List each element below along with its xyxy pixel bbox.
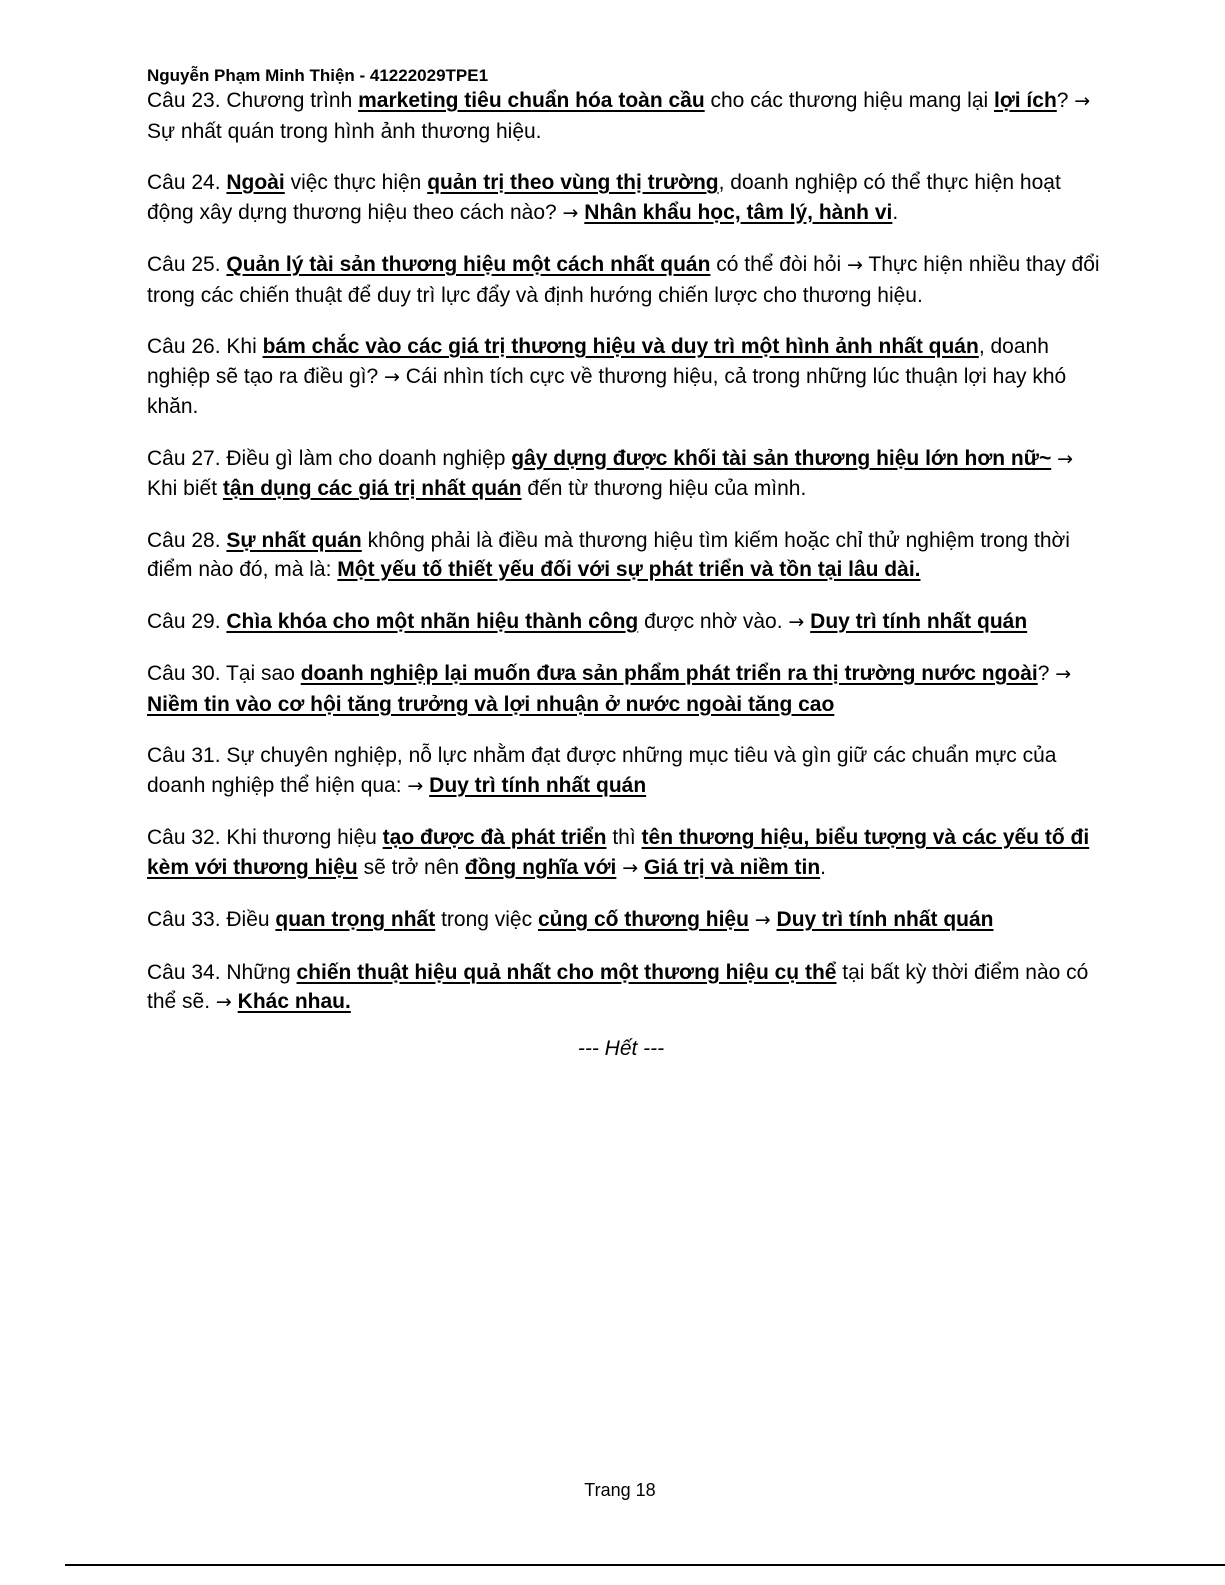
text-segment: ?: [1056, 89, 1075, 112]
text-segment: cho các thương hiệu mang lại: [704, 89, 994, 112]
key-phrase: Giá trị và niềm tin: [643, 855, 821, 879]
text-segment: Câu 27. Điều gì làm cho doanh nghiệp: [147, 446, 512, 470]
question-31: [147, 741, 1107, 801]
page-number: Trang 18: [584, 1480, 656, 1500]
text-segment: Cái nhìn tích cực về thương hiệu, cả trong những lúc thuận lợi hay khó khăn.: [147, 364, 1067, 418]
arrow-icon: →: [622, 856, 639, 879]
key-phrase: Chìa khóa cho một nhãn hiệu thành công: [226, 609, 639, 633]
key-phrase: tận dụng các giá trị nhất quán: [222, 477, 522, 500]
question-24: [147, 168, 1107, 228]
key-phrase: Duy trì tính nhất quán: [429, 773, 647, 797]
arrow-icon: →: [1057, 447, 1073, 470]
key-phrase: quan trọng nhất: [275, 908, 436, 931]
text-segment: trong việc: [435, 908, 538, 931]
key-phrase: gây dựng được khối tài sản thương hiệu lớn hơn nữ~: [511, 446, 1052, 470]
text-segment: Sự nhất quán trong hình ảnh thương hiệu.: [147, 119, 542, 143]
key-phrase: tên thương hiệu, biểu tượng và các yếu tố đi kèm với thương hiệu: [147, 826, 1090, 879]
key-phrase: lợi ích: [994, 89, 1057, 112]
arrow-icon: →: [384, 365, 400, 388]
text-segment: đến từ thương hiệu của mình.: [521, 477, 807, 500]
text-segment: Câu 28.: [147, 528, 227, 552]
key-phrase: Khác nhau.: [237, 990, 351, 1013]
key-phrase: doanh nghiệp lại muốn đưa sản phẩm phát triển ra thị trường nước ngoài: [300, 662, 1038, 685]
text-segment: có thể đòi hỏi: [710, 253, 847, 276]
key-phrase: bám chắc vào các giá trị thương hiệu và duy trì một hình ảnh nhất quán: [262, 335, 979, 358]
bottom-rule: [65, 1564, 1225, 1566]
end-marker: --- Hết ---: [577, 1037, 665, 1060]
text-segment: Câu 25.: [147, 253, 227, 276]
text-segment: Câu 33. Điều: [147, 908, 276, 931]
key-phrase: Nhân khẩu học, tâm lý, hành vi: [584, 200, 893, 224]
text-segment: việc thực hiện: [284, 171, 428, 194]
text-segment: thì: [606, 826, 642, 849]
key-phrase: tạo được đà phát triển: [382, 826, 607, 849]
key-phrase: chiến thuật hiệu quả nhất cho một thương hiệu cụ thể: [296, 960, 837, 984]
question-32: [147, 823, 1107, 883]
question-33: [147, 905, 1107, 936]
key-phrase: Duy trì tính nhất quán: [776, 908, 994, 931]
question-34: [147, 958, 1107, 1018]
key-phrase: quản trị theo vùng thị trường: [427, 171, 719, 194]
text-segment: không phải là điều mà thương hiệu tìm kiếm hoặc chỉ thử nghiệm trong thời điểm nào đó, mà là:: [147, 528, 1070, 581]
key-phrase: đồng nghĩa với: [464, 855, 617, 879]
key-phrase: Sự nhất quán: [226, 528, 362, 552]
question-25: [147, 250, 1107, 310]
key-phrase: Một yếu tố thiết yếu đối với sự phát triển và tồn tại lâu dài.: [337, 558, 921, 581]
text-segment: Thực hiện nhiều thay đổi trong các chiến thuật để duy trì lực đẩy và định hướng chiến lược cho thương hiệu.: [147, 253, 1100, 307]
text-segment: , doanh nghiệp sẽ tạo ra điều gì?: [147, 335, 1049, 388]
text-segment: .: [892, 200, 899, 224]
text-segment: , doanh nghiệp có thể thực hiện hoạt động xây dựng thương hiệu theo cách nào?: [147, 171, 1061, 224]
text-segment: tại bất kỳ thời điểm nào có thể sẽ.: [147, 960, 1089, 1013]
key-phrase: Duy trì tính nhất quán: [810, 609, 1028, 633]
text-segment: Câu 24.: [147, 171, 227, 194]
text-segment: Câu 29.: [147, 609, 227, 633]
arrow-icon: →: [1055, 663, 1072, 685]
text-segment: Câu 34. Những: [147, 960, 297, 984]
text-segment: Khi biết: [147, 477, 223, 500]
arrow-icon: →: [562, 201, 579, 224]
question-27: [147, 444, 1107, 504]
text-segment: .: [820, 855, 827, 879]
arrow-icon: →: [788, 610, 805, 633]
key-phrase: Ngoài: [226, 171, 285, 194]
arrow-icon: →: [215, 991, 232, 1013]
document-body: [147, 86, 1107, 1040]
key-phrase: marketing tiêu chuẩn hóa toàn cầu: [358, 89, 705, 112]
question-26: [147, 332, 1107, 422]
arrow-icon: →: [407, 774, 424, 797]
text-segment: Câu 23. Chương trình: [147, 89, 359, 112]
key-phrase: Quản lý tài sản thương hiệu một cách nhất quán: [226, 253, 711, 276]
arrow-icon: →: [754, 909, 771, 931]
text-segment: sẽ trở nên: [357, 855, 465, 879]
key-phrase: Niềm tin vào cơ hội tăng trưởng và lợi nhuận ở nước ngoài tăng cao: [147, 692, 835, 716]
question-28: [147, 526, 1107, 585]
text-segment: Câu 31. Sự chuyên nghiệp, nỗ lực nhằm đạt được những mục tiêu và gìn giữ các chuẩn mực của doanh nghiệp thể hiện qua:: [147, 744, 1057, 797]
arrow-icon: →: [847, 254, 863, 276]
page-header: Nguyễn Phạm Minh Thiện - 41222029TPE1: [147, 66, 489, 85]
text-segment: Câu 26. Khi: [147, 335, 263, 358]
key-phrase: củng cố thương hiệu: [537, 908, 749, 931]
question-23: [147, 86, 1107, 146]
question-30: [147, 659, 1107, 719]
text-segment: Câu 30. Tại sao: [147, 662, 301, 685]
text-segment: ?: [1037, 662, 1056, 685]
text-segment: Câu 32. Khi thương hiệu: [147, 826, 383, 849]
question-29: [147, 607, 1107, 638]
text-segment: được nhờ vào.: [638, 609, 789, 633]
arrow-icon: →: [1074, 90, 1091, 112]
